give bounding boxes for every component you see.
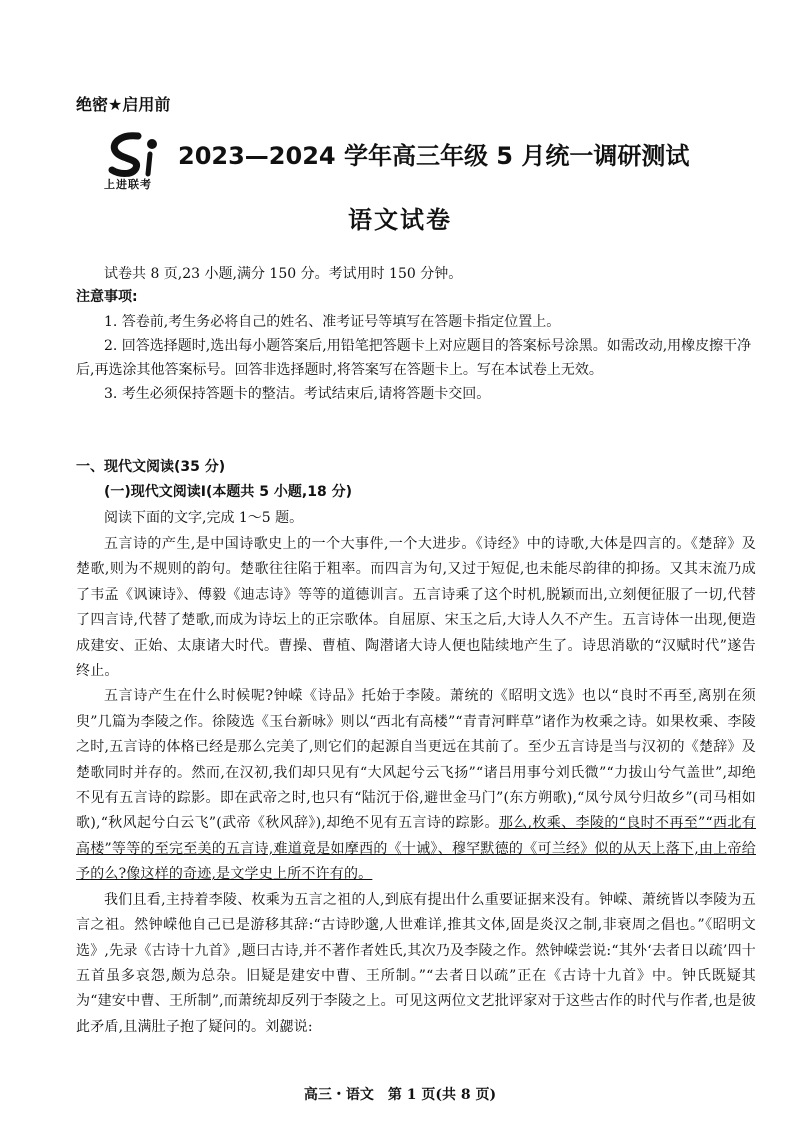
passage-paragraph	[76, 684, 756, 887]
underlined-passage-text: 那么,枚乘、李陵的“良时不再至”“西北有高楼”等等的至完至美的五言诗,难道竟是如摩西的《十诫》、穆罕默德的《可兰经》似的从天上落下,由上帝给予的么?像这样的奇迹,是文学史上所不许有的。	[76, 815, 757, 883]
notice-item: 2. 回答选择题时,选出每小题答案后,用铅笔把答题卡上对应题目的答案标号涂黑。如需改动,用橡皮擦干净后,再选涂其他答案标号。回答非选择题时,将答案写在答题卡上。写在本试卷上无效。	[76, 338, 752, 378]
notice-item: 3. 考生必须保持答题卡的整洁。考试结束后,请将答题卡交回。	[104, 386, 491, 402]
confidential-label: 绝密★启用前	[76, 95, 171, 114]
reading-instruction: 阅读下面的文字,完成 1～5 题。	[104, 510, 304, 526]
section-title: 一、现代文阅读(35 分)	[76, 459, 226, 475]
exam-subtitle: 语文试卷	[348, 206, 452, 234]
logo-text: 上进联考	[104, 178, 152, 191]
subsection-title: (一)现代文阅读Ⅰ(本题共 5 小题,18 分)	[104, 484, 352, 500]
exam-intro: 试卷共 8 页,23 小题,满分 150 分。考试用时 150 分钟。	[104, 266, 463, 282]
passage-text: 五言诗产生在什么时候呢?钟嵘《诗品》托始于李陵。萧统的《昭明文选》也以“良时不再至,离别在须臾”几篇为李陵之作。徐陵选《玉台新咏》则以“西北有高楼”“青青河畔草”诸作为枚乘之诗。如果枚乘、李陵之时,五言诗的体格已经是那么完美了,则它们的起源自当更远在其前了。至少五言诗是当与汉初的《楚辞》及楚歌同时并存的。然而,在汉初,我们却只见有“大风起兮云飞扬”“诸吕用事兮刘氏微”“力拔山兮气盖世”,却绝不见有五言诗的踪影。即在武帝之时,也只有“陆沉于俗,避世金马门”(东方朔歌),“凤兮凤兮归故乡”(司马相如歌),“秋风起兮白云飞”(武帝《秋风辞》),却绝不见有五言诗的踪影。	[76, 688, 756, 832]
exam-title: 2023—2024 学年高三年级 5 月统一调研测试	[178, 142, 690, 170]
passage-paragraph: 五言诗的产生,是中国诗歌史上的一个大事件,一个大进步。《诗经》中的诗歌,大体是四言的。《楚辞》及楚歌,则为不规则的韵句。楚歌往往陷于粗率。而四言为句,又过于短促,也未能尽韵律的抑扬。又其末流乃成了韦孟《讽谏诗》、傅毅《迪志诗》等等的道德训言。五言诗乘了这个时机,脱颖而出,立刻便征服了一切,代替了四言诗,代替了楚歌,而成为诗坛上的正宗歌体。自屈原、宋玉之后,大诗人久不产生。五言诗体一出现,便造成建安、正始、太康诸大时代。曹操、曹植、陶潜诸大诗人便也陆续地产生了。诗思消歇的“汉赋时代”遂告终止。	[76, 536, 756, 680]
notice-heading: 注意事项:	[76, 289, 138, 305]
notice-list	[76, 310, 756, 406]
reading-passage	[76, 532, 756, 1040]
passage-paragraph: 我们且看,主持着李陵、枚乘为五言之祖的人,到底有提出什么重要证据来没有。钟嵘、萧统皆以李陵为五言之祖。然钟嵘他自己已是游移其辞:“古诗眇邈,人世难详,推其文体,固是炎汉之制,非衰周之倡也。”《昭明文选》,先录《古诗十九首》,题曰古诗,并不著作者姓氏,其次乃及李陵之作。然钟嵘尝说:“其外‘去者日以疏’四十五首虽多哀怨,颇为总杂。旧疑是建安中曹、王所制。”“去者日以疏”正在《古诗十九首》中。钟氏既疑其为“建安中曹、王所制”,而萧统却反列于李陵之上。可见这两位文艺批评家对于这些古作的时代与作者,也是彼此矛盾,且满肚子抱了疑问的。刘勰说:	[76, 891, 756, 1035]
notice-item: 1. 答卷前,考生务必将自己的姓名、准考证号等填写在答题卡指定位置上。	[104, 314, 561, 330]
page-footer: 高三・语文 第 1 页(共 8 页)	[303, 1087, 497, 1103]
